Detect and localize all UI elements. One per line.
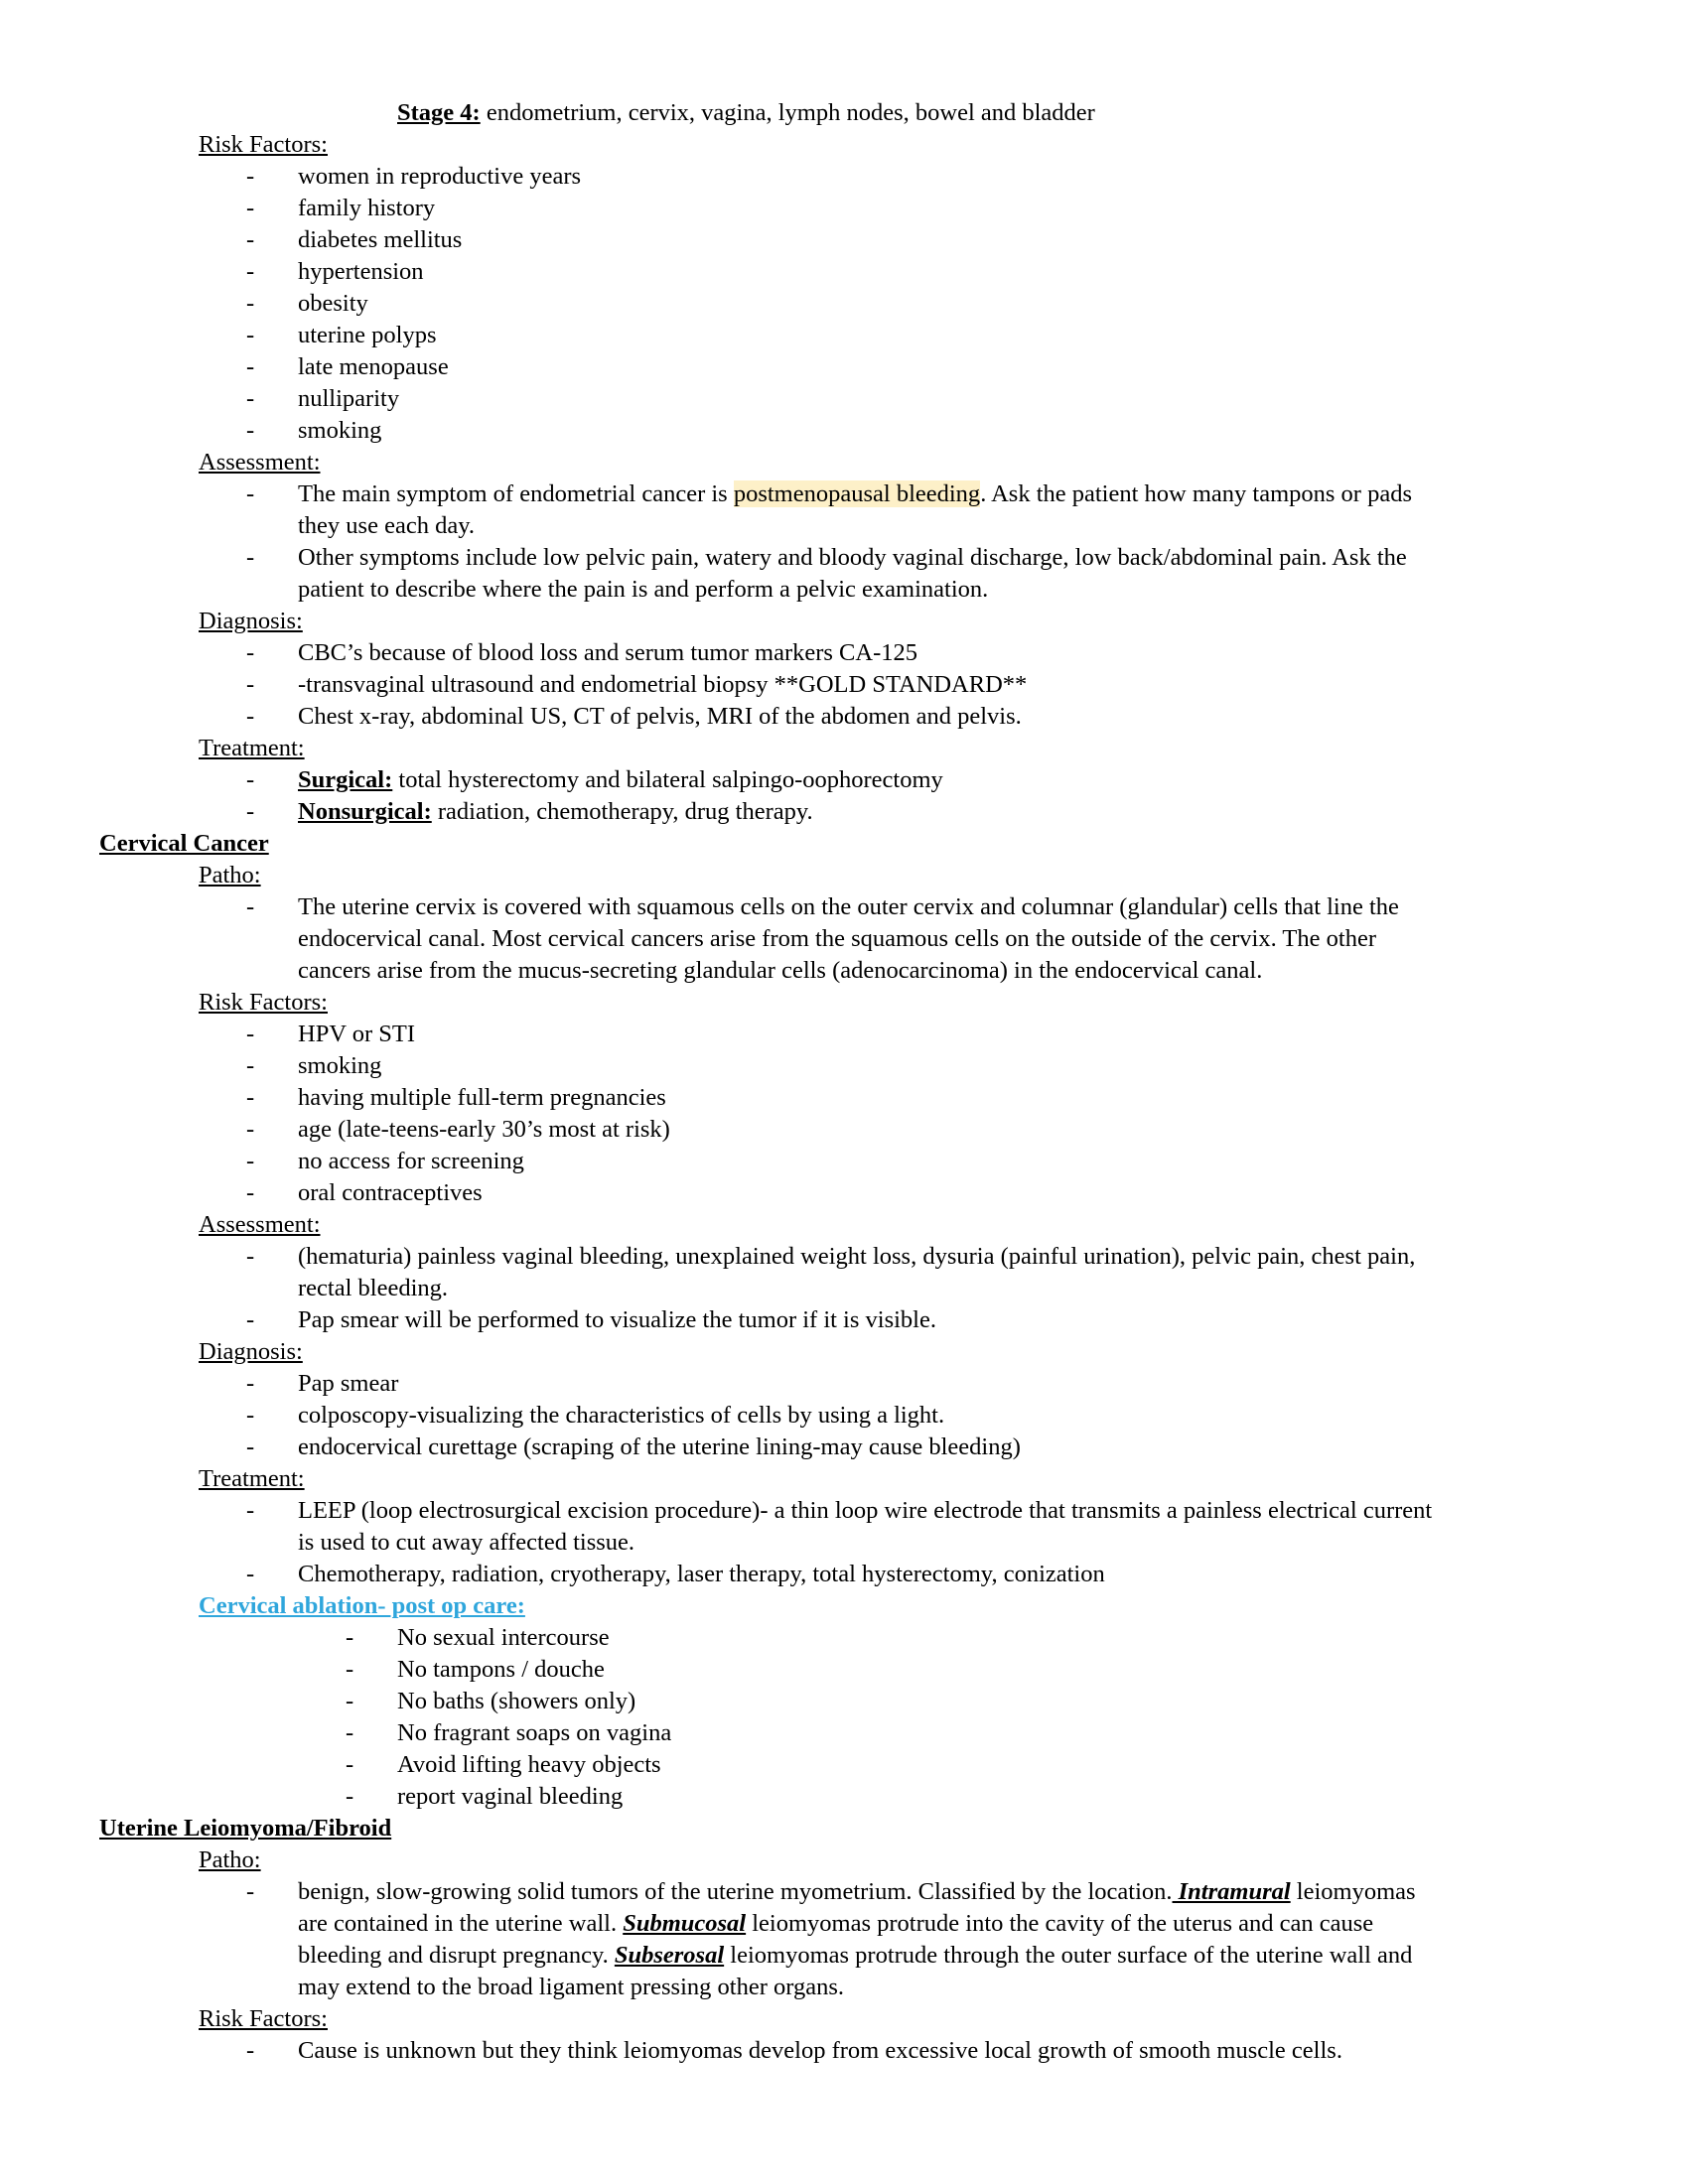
bullet: -	[246, 1497, 255, 1524]
cervical-diagnosis-header: Diagnosis:	[199, 1338, 303, 1365]
list-item: LEEP (loop electrosurgical excision procedure)- a thin loop wire electrode that transmits a painless electrical current	[298, 1497, 1433, 1524]
text-run: benign, slow-growing solid tumors of the uterine myometrium. Classified by the location.	[298, 1878, 1173, 1905]
list-item	[298, 798, 813, 826]
list-item: HPV or STI	[298, 1021, 415, 1047]
bullet: -	[246, 1370, 255, 1397]
term-subserosal: Subserosal	[614, 1942, 725, 1969]
bullet: -	[246, 798, 255, 825]
list-item: Chemotherapy, radiation, cryotherapy, laser therapy, total hysterectomy, conization	[298, 1561, 1105, 1587]
endometrial-treatment-header: Treatment:	[199, 735, 305, 761]
stage4-text: endometrium, cervix, vagina, lymph nodes, bowel and bladder	[480, 99, 1095, 126]
list-item: Pap smear will be performed to visualize the tumor if it is visible.	[298, 1306, 936, 1333]
list-item: smoking	[298, 417, 382, 444]
list-item: oral contraceptives	[298, 1179, 483, 1206]
fibroid-risk-header: Risk Factors:	[199, 2005, 328, 2032]
bullet: -	[246, 258, 255, 285]
stage4-label: Stage 4:	[397, 99, 481, 126]
bullet: -	[246, 1116, 255, 1143]
list-item-continuation: is used to cut away affected tissue.	[298, 1529, 635, 1556]
bullet: -	[246, 195, 255, 221]
text-run: leiomyomas	[1290, 1878, 1416, 1905]
text-run: leiomyomas protrude into the cavity of the uterus and can cause	[746, 1910, 1374, 1937]
bullet: -	[246, 1243, 255, 1270]
section-title-cervical: Cervical Cancer	[99, 830, 269, 857]
list-item: Cause is unknown but they think leiomyomas develop from excessive local growth of smooth muscle cells.	[298, 2037, 1342, 2064]
list-item: -transvaginal ultrasound and endometrial biopsy **GOLD STANDARD**	[298, 671, 1028, 698]
bullet: -	[346, 1688, 354, 1714]
list-item: women in reproductive years	[298, 163, 582, 190]
stage4-line	[397, 99, 1095, 127]
endometrial-assessment-header: Assessment:	[199, 449, 321, 476]
bullet: -	[246, 2037, 255, 2064]
highlighted-text: postmenopausal bleeding	[733, 480, 981, 507]
endometrial-risk-header: Risk Factors:	[199, 131, 328, 158]
bullet: -	[246, 1021, 255, 1047]
list-item: No tampons / douche	[397, 1656, 605, 1683]
list-item: age (late-teens-early 30’s most at risk)	[298, 1116, 670, 1143]
cervical-assessment-header: Assessment:	[199, 1211, 321, 1238]
cervical-treatment-header: Treatment:	[199, 1465, 305, 1492]
bullet: -	[246, 353, 255, 380]
list-item: family history	[298, 195, 436, 221]
bullet: -	[346, 1751, 354, 1778]
ablation-header: Cervical ablation- post op care:	[199, 1592, 525, 1619]
list-item: No baths (showers only)	[397, 1688, 636, 1714]
bullet: -	[346, 1783, 354, 1810]
list-item: no access for screening	[298, 1148, 524, 1174]
bullet: -	[246, 703, 255, 730]
bullet: -	[246, 893, 255, 920]
bullet: -	[246, 671, 255, 698]
list-item-continuation	[298, 1910, 1373, 1938]
list-item-continuation: they use each day.	[298, 512, 475, 539]
bullet: -	[346, 1624, 354, 1651]
list-item: late menopause	[298, 353, 449, 380]
endometrial-diagnosis-header: Diagnosis:	[199, 608, 303, 634]
bullet: -	[246, 1433, 255, 1460]
text-run: bleeding and disrupt pregnancy.	[298, 1942, 615, 1969]
list-item-continuation: patient to describe where the pain is and perform a pelvic examination.	[298, 576, 989, 603]
list-item-continuation: cancers arise from the mucus-secreting glandular cells (adenocarcinoma) in the endocervical canal.	[298, 957, 1263, 984]
list-item: The uterine cervix is covered with squamous cells on the outer cervix and columnar (glandular) cells that line the	[298, 893, 1399, 920]
list-item: having multiple full-term pregnancies	[298, 1084, 666, 1111]
list-item	[298, 480, 1412, 508]
bullet: -	[246, 766, 255, 793]
list-item: uterine polyps	[298, 322, 437, 348]
bullet: -	[246, 544, 255, 571]
list-item: diabetes mellitus	[298, 226, 463, 253]
surgical-label: Surgical:	[298, 766, 393, 793]
text-run: . Ask the patient how many tampons or pads	[980, 480, 1413, 507]
list-item: hypertension	[298, 258, 424, 285]
list-item: smoking	[298, 1052, 382, 1079]
list-item: Chest x-ray, abdominal US, CT of pelvis, MRI of the abdomen and pelvis.	[298, 703, 1022, 730]
bullet: -	[246, 290, 255, 317]
text-run: The main symptom of endometrial cancer is	[298, 480, 734, 507]
list-item-continuation	[298, 1942, 1412, 1970]
cervical-patho-header: Patho:	[199, 862, 261, 888]
list-item: No sexual intercourse	[397, 1624, 610, 1651]
bullet: -	[246, 1878, 255, 1905]
bullet: -	[246, 639, 255, 666]
text-run: leiomyomas protrude through the outer surface of the uterine wall and	[724, 1942, 1413, 1969]
text-run: are contained in the uterine wall.	[298, 1910, 624, 1937]
list-item: No fragrant soaps on vagina	[397, 1719, 672, 1746]
list-item: (hematuria) painless vaginal bleeding, unexplained weight loss, dysuria (painful urination), pelvic pain, chest pain,	[298, 1243, 1416, 1270]
list-item: endocervical curettage (scraping of the uterine lining-may cause bleeding)	[298, 1433, 1021, 1460]
list-item: colposcopy-visualizing the characteristics of cells by using a light.	[298, 1402, 945, 1429]
list-item-continuation: may extend to the broad ligament pressing other organs.	[298, 1974, 844, 2000]
list-item: Pap smear	[298, 1370, 399, 1397]
list-item: nulliparity	[298, 385, 400, 412]
list-item: CBC’s because of blood loss and serum tumor markers CA-125	[298, 639, 917, 666]
bullet: -	[246, 1084, 255, 1111]
list-item: obesity	[298, 290, 368, 317]
list-item-continuation: endocervical canal. Most cervical cancers arise from the squamous cells on the outside of the cervix. The other	[298, 925, 1376, 952]
bullet: -	[246, 1148, 255, 1174]
bullet: -	[246, 1306, 255, 1333]
bullet: -	[246, 1052, 255, 1079]
list-item	[298, 1878, 1416, 1906]
list-item	[298, 766, 943, 794]
bullet: -	[246, 163, 255, 190]
text-run: radiation, chemotherapy, drug therapy.	[431, 798, 813, 825]
fibroid-patho-header: Patho:	[199, 1846, 261, 1873]
list-item: Avoid lifting heavy objects	[397, 1751, 661, 1778]
bullet: -	[246, 385, 255, 412]
term-submucosal: Submucosal	[623, 1910, 747, 1937]
list-item: Other symptoms include low pelvic pain, watery and bloody vaginal discharge, low back/abdominal pain. Ask the	[298, 544, 1407, 571]
bullet: -	[246, 1179, 255, 1206]
bullet: -	[246, 226, 255, 253]
text-run: total hysterectomy and bilateral salpingo-oophorectomy	[392, 766, 943, 793]
cervical-risk-header: Risk Factors:	[199, 989, 328, 1016]
bullet: -	[346, 1719, 354, 1746]
bullet: -	[246, 417, 255, 444]
section-title-fibroid: Uterine Leiomyoma/Fibroid	[99, 1815, 392, 1842]
nonsurgical-label: Nonsurgical:	[298, 798, 432, 825]
list-item-continuation: rectal bleeding.	[298, 1275, 449, 1301]
list-item: report vaginal bleeding	[397, 1783, 624, 1810]
bullet: -	[346, 1656, 354, 1683]
bullet: -	[246, 322, 255, 348]
bullet: -	[246, 1561, 255, 1587]
bullet: -	[246, 480, 255, 507]
bullet: -	[246, 1402, 255, 1429]
term-intramural: Intramural	[1172, 1878, 1291, 1905]
